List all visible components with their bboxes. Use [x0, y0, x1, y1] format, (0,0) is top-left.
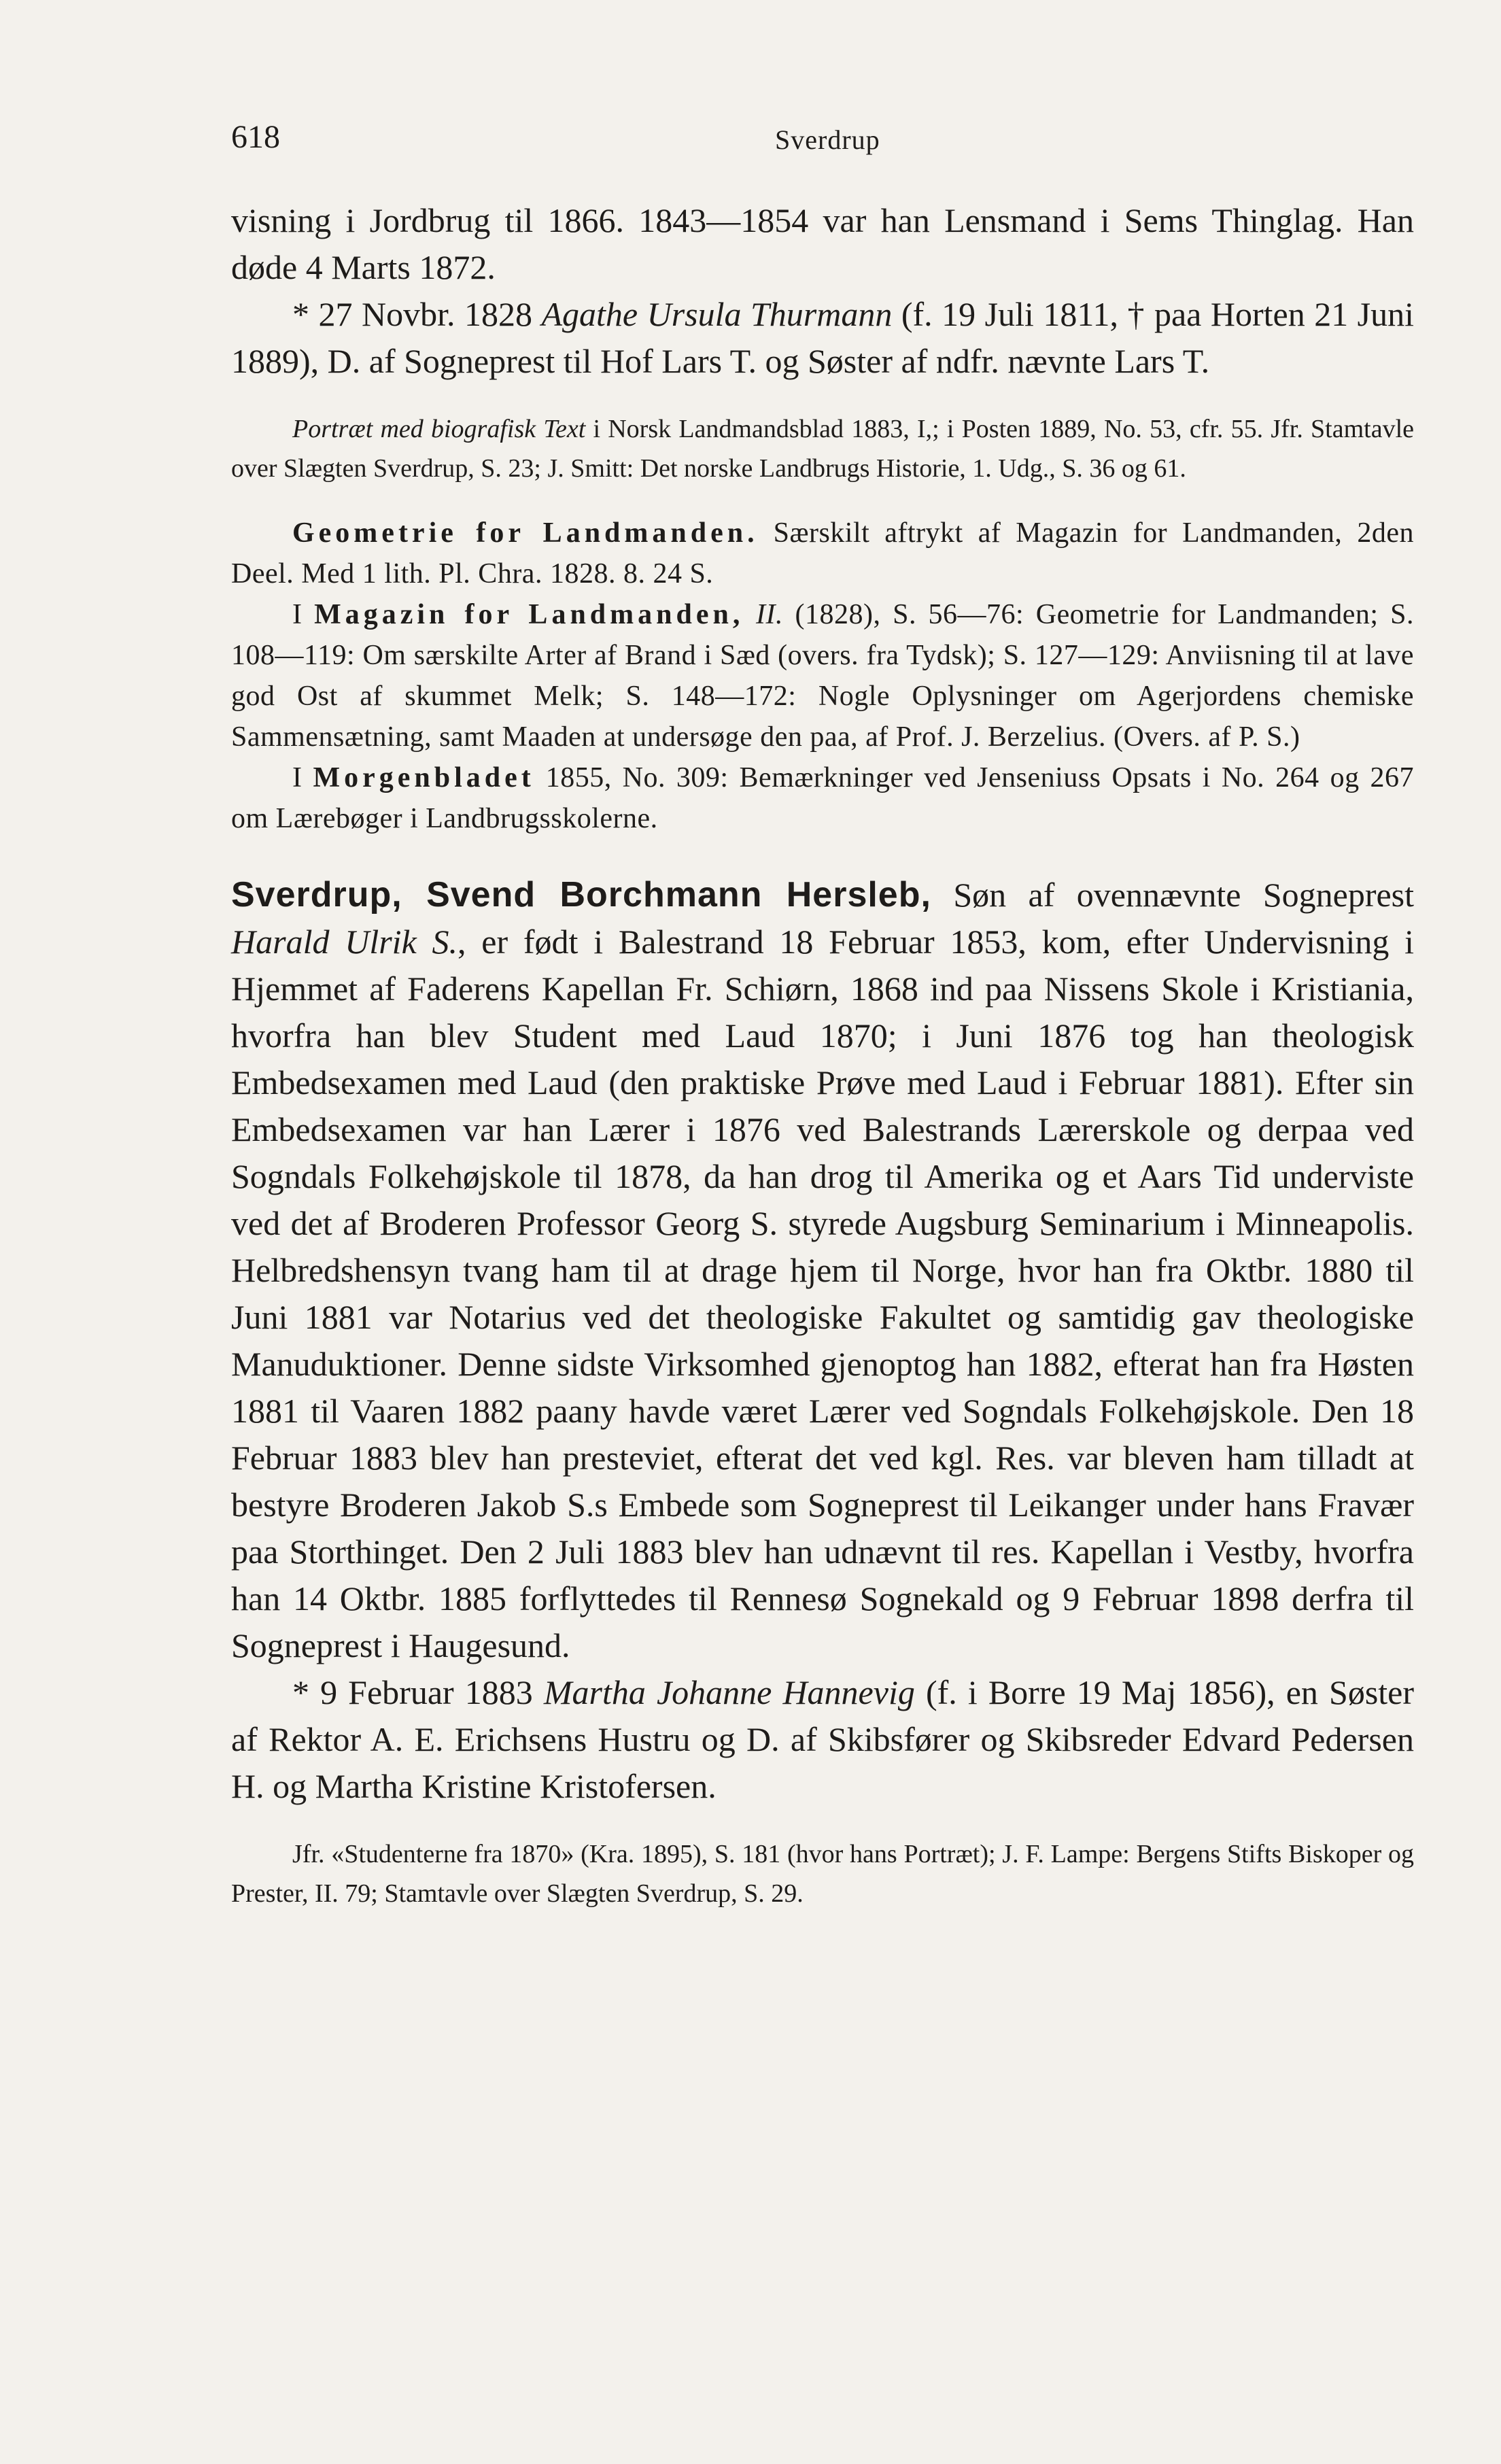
entry2-intro: Søn af ovennævnte Sogneprest	[953, 876, 1415, 914]
geometrie-details: Særskilt aftrykt af Magazin for Landmanden, 2den Deel. Med 1 lith. Pl. Chra. 1828. 8. 24 S.	[231, 517, 1414, 589]
morgenbladet-details: 1855, No. 309: Bemærkninger ved Jenseniuss Opsats i No. 264 og 267 om Lærebøger i Landbrugsskolerne.	[231, 762, 1415, 834]
entry2-marriage-date: * 9 Februar 1883	[292, 1673, 533, 1711]
entry2-wife-name: Martha Johanne Hannevig	[543, 1673, 915, 1711]
entry1-wife-name: Agathe Ursula Thurmann	[541, 295, 893, 333]
entry2-biography: , er født i Balestrand 18 Februar 1853, kom, efter Undervisning i Hjemmet af Faderens Kapellan Fr. Schiørn, 1868 ind paa Nissens Skole i Kristiania, hvorfra han blev Student med Laud 1870; i Juni 1876 tog han theologisk Embedsexamen med Laud (den praktiske Prøve med Laud i Februar 1881). Efter sin Embedsexamen var han Lærer i 1876 ved Balestrands Lærerskole og derpaa ved Sogndals Folkehøjskole til 1878, da han drog til Amerika og et Aars Tid underviste ved det af Broderen Professor Georg S. styrede Augsburg Seminarium i Minneapolis. Helbredshensyn tvang ham til at drage hjem til Norge, hvor han fra Oktbr. 1880 til Juni 1881 var Notarius ved det theologiske Fakultet og samtidig gav theologiske Manuduktioner. Denne sidste Virksomhed gjenoptog han 1882, efterat han fra Høsten 1881 til Vaaren 1882 paany havde været Lærer ved Sogndals Folkehøjskole. Den 18 Februar 1883 blev han presteviet, efterat det ved kgl. Res. var bleven ham tilladt at bestyre Broderen Jakob S.s Embede som Sogneprest til Leikanger under hans Fravær paa Storthinget. Den 2 Juli 1883 blev han udnævnt til res. Kapellan i Vestby, hvorfra han 14 Oktbr. 1885 forflyttedes til Rennesø Sognekald og 9 Februar 1898 derfra til Sogneprest i Haugesund.	[231, 923, 1415, 1664]
entry2-marriage-paragraph	[231, 1669, 1414, 1810]
magazin-title: Magazin for Landmanden,	[314, 599, 744, 630]
book-page	[204, 102, 1421, 2373]
magazin-prefix: I	[292, 599, 303, 630]
entry2-heading: Sverdrup, Svend Borchmann Hersleb,	[231, 875, 931, 914]
bibliography-geometrie	[231, 513, 1414, 594]
entry1-references	[231, 409, 1414, 488]
page-number: 618	[231, 119, 280, 155]
magazin-details: (1828), S. 56—76: Geometrie for Landmanden; S. 108—119: Om særskilte Arter af Brand i Sæd (overs. fra Tydsk); S. 127—129: Anviisning til at lave god Ost af skummet Melk; S. 148—172: Nogle Oplysninger om Agerjordens chemiske Sammensætning, samt Maaden at undersøge den paa, af Prof. J. Berzelius. (Overs. af P. S.)	[231, 599, 1415, 753]
entry2-references: Jfr. «Studenterne fra 1870» (Kra. 1895), S. 181 (hvor hans Portræt); J. F. Lampe: Bergens Stifts Biskoper og Prester, II. 79; Stamtavle over Slægten Sverdrup, S. 29.	[231, 1840, 1414, 1908]
bibliography-morgenbladet	[231, 757, 1414, 839]
entry2-father-name: Harald Ulrik S.	[231, 923, 458, 961]
entry1-refs-text: i Norsk Landmandsblad 1883, I,; i Posten 1889, No. 53, cfr. 55. Jfr. Stamtavle over Slægten Sverdrup, S. 23; J. Smitt: Det norske Landbrugs Historie, 1. Udg., S. 36 og 61.	[231, 415, 1414, 483]
morgenbladet-title: Morgenbladet	[313, 762, 535, 793]
entry1-paragraph-continuation: visning i Jordbrug til 1866. 1843—1854 var han Lensmand i Sems Thinglag. Han døde 4 Marts 1872.	[231, 201, 1414, 286]
entry1-portrait-ref: Portræt med biografisk Text	[292, 415, 586, 443]
entry1-marriage-date: * 27 Novbr. 1828	[292, 295, 532, 333]
entry1-marriage-paragraph	[231, 291, 1414, 385]
entry2-marriage-details: (f. i Borre 19 Maj 1856), en Søster af Rektor A. E. Erichsens Hustru og D. af Skibsfører og Skibsreder Edvard Pedersen H. og Martha Kristine Kristofersen.	[231, 1673, 1415, 1805]
geometrie-title: Geometrie for Landmanden.	[292, 517, 759, 549]
entry1-marriage-details: (f. 19 Juli 1811, † paa Horten 21 Juni 1889), D. af Sogneprest til Hof Lars T. og Søster af ndfr. nævnte Lars T.	[231, 295, 1415, 380]
bibliography-magazin	[231, 594, 1414, 757]
running-head: Sverdrup	[775, 124, 880, 155]
morgenbladet-prefix: I	[292, 762, 303, 793]
magazin-volume: II.	[755, 599, 783, 630]
page-body	[231, 197, 1414, 1913]
entry2-paragraph	[231, 872, 1414, 1669]
page-header	[204, 118, 1421, 166]
